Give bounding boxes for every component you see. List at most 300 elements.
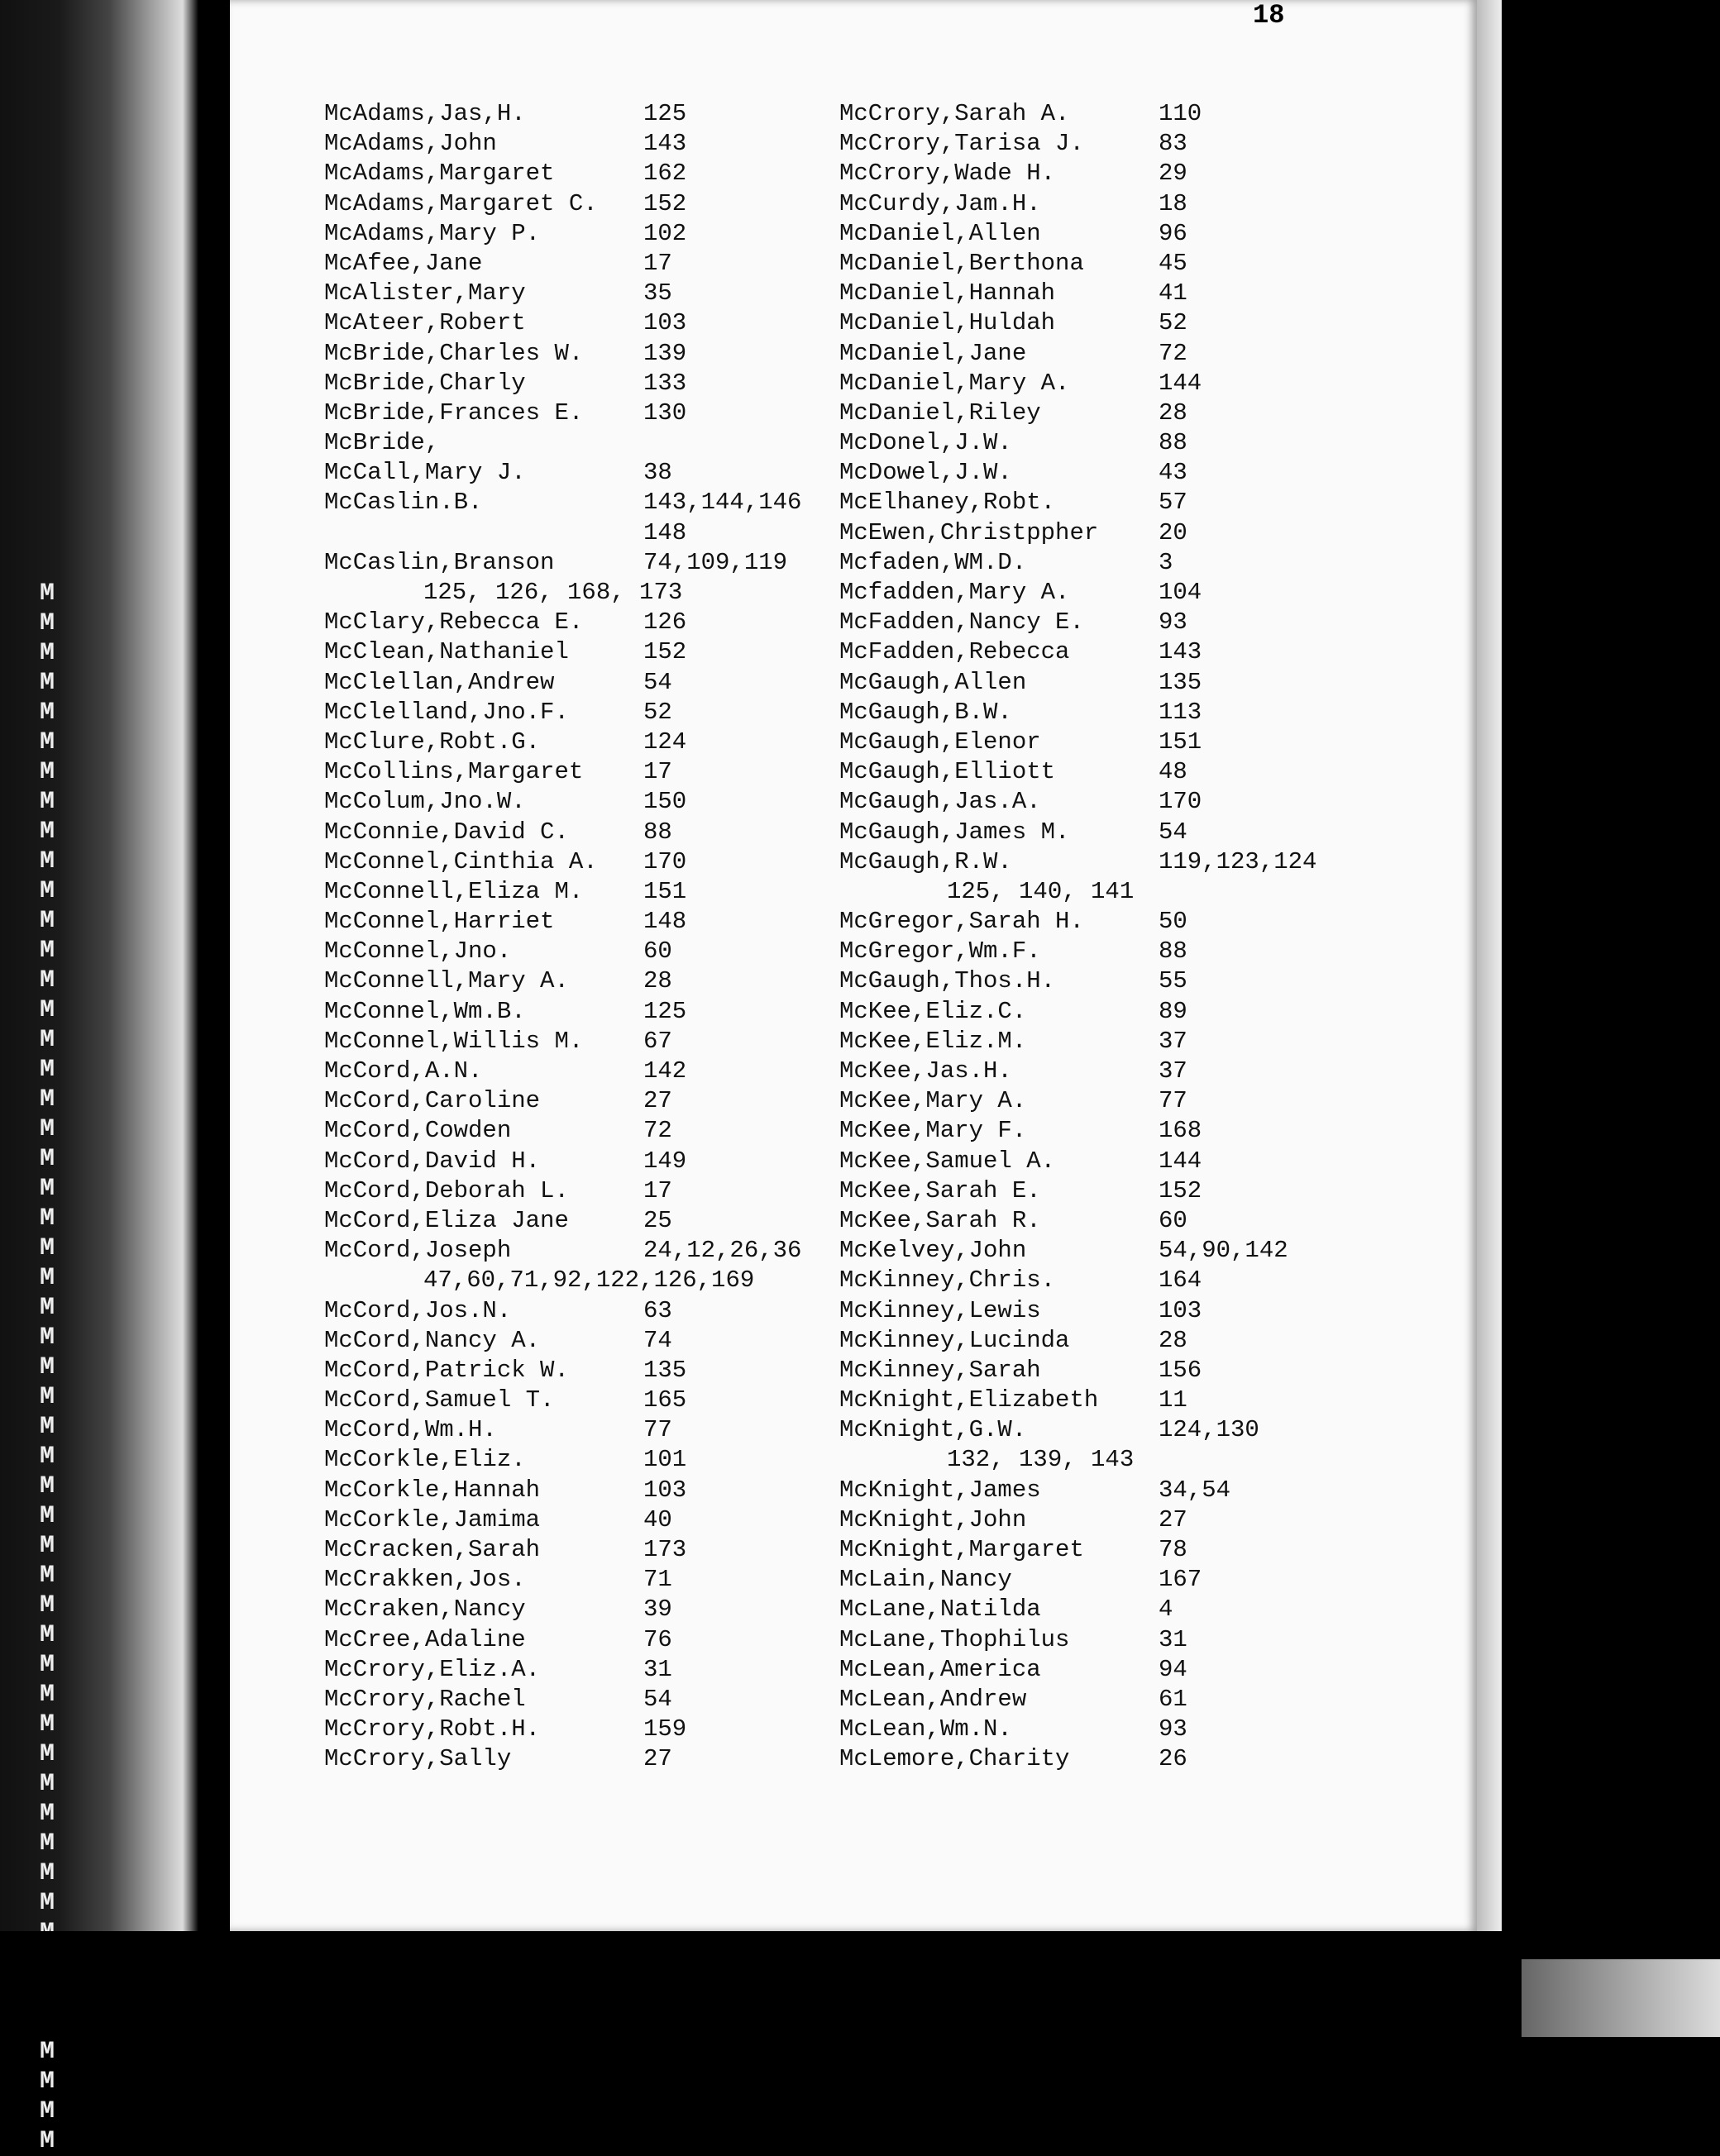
index-entry [839,1296,1410,1326]
index-entry-name: McDaniel,Jane [839,339,1027,367]
adjacent-page-letter: M [40,1829,55,1858]
index-entry-name: McLean,Wm.N. [839,1715,1012,1743]
index-entry [324,757,895,787]
index-entry [324,1476,895,1505]
index-entry-pages: 83 [1159,130,1187,158]
index-entry [324,458,895,488]
index-entry-name: McGaugh,B.W. [839,698,1012,726]
index-entry-name: McCree,Adaline [324,1625,526,1653]
index-entry-name: McDaniel,Riley [839,398,1041,427]
adjacent-page-letter: M [40,1026,55,1054]
index-entry-pages: 31 [1159,1625,1187,1653]
adjacent-page-letter: M [40,1056,55,1084]
adjacent-page-letter: M [40,1413,55,1441]
index-entry-pages: 52 [643,698,672,726]
index-entry-name: McClean,Nathaniel [324,638,569,666]
adjacent-page-letters [40,579,98,2156]
index-entry-pages: 135 [1159,668,1202,696]
index-entry-name: McConnel,Harriet [324,908,555,936]
index-entry-name: McConnell,Eliza M. [324,877,584,905]
index-entry-pages: 125 [643,997,687,1025]
index-entry [324,99,895,129]
index-entry [324,787,895,817]
index-entry [839,428,1410,458]
adjacent-page-letter: M [40,639,55,667]
index-entry-name: McCord,Nancy A. [324,1326,541,1354]
index-entry-pages: 152 [643,638,687,666]
index-entry [324,428,895,458]
page-corner-tab [1522,1959,1720,2037]
index-entry-name: McCrory,Rachel [324,1685,526,1713]
adjacent-page-letter: M [40,788,55,816]
index-entry-name: McGregor,Sarah H. [839,908,1084,936]
index-entry-name: McCord,Jos.N. [324,1296,512,1324]
index-entry-pages: 165 [643,1386,687,1414]
index-entry [839,1386,1410,1415]
adjacent-page-letter: M [40,1294,55,1322]
adjacent-page-letter: M [40,996,55,1024]
index-entry-name: McCord,Eliza Jane [324,1206,569,1234]
adjacent-page-letter: M [40,699,55,727]
index-entry [839,1356,1410,1386]
index-entry-pages: 52 [1159,309,1187,337]
index-entry-name: McGaugh,R.W. [839,847,1012,875]
index-entry-name: McDaniel,Huldah [839,309,1056,337]
index-entry-name: McBride, [324,429,440,457]
index-entry-pages: 60 [1159,1206,1187,1234]
index-entry-name: McGaugh,Jas.A. [839,788,1041,816]
index-entry [324,1445,895,1475]
index-entry [839,1715,1410,1744]
index-entry-name: McConnel,Jno. [324,937,512,966]
index-entry-pages: 170 [643,847,687,875]
index-entry [324,1027,895,1057]
index-entry-name: McLean,America [839,1655,1041,1683]
index-entry-name: McClelland,Jno.F. [324,698,569,726]
index-entry-pages: 18 [1159,189,1187,217]
index-entry-pages: 41 [1159,279,1187,308]
index-entry-name: McConnel,Cinthia A. [324,847,598,875]
index-entry [839,1535,1410,1565]
index-entry-pages: 74 [643,1326,672,1354]
index-entry-name: McColum,Jno.W. [324,788,526,816]
index-entry-name: McElhaney,Robt. [839,489,1056,517]
adjacent-page-edge [0,0,198,2155]
index-entry-pages: 45 [1159,249,1187,277]
index-entry-name: McKee,Eliz.C. [839,997,1027,1025]
adjacent-page-letter: M [40,1859,55,1887]
adjacent-page-letter: M [40,1651,55,1679]
index-entry-pages: 103 [643,309,687,337]
index-entry [839,997,1410,1027]
index-entry-name: McGaugh,Elliott [839,758,1056,786]
index-entry-name: McKee,Mary F. [839,1117,1027,1145]
adjacent-page-letter: M [40,847,55,875]
index-entry-name: McCrory,Wade H. [839,160,1056,188]
index-entry [839,458,1410,488]
index-entry-name: McAdams,Margaret [324,160,555,188]
scan-background [0,1931,1720,2037]
index-entry-pages: 93 [1159,1715,1187,1743]
index-entry-name: McDaniel,Allen [839,219,1041,247]
index-entry [324,877,895,907]
index-entry-pages: 94 [1159,1655,1187,1683]
index-entry-name: McKee,Jas.H. [839,1057,1012,1085]
index-entry-name: McGaugh,Allen [839,668,1027,696]
index-entry-name: McKee,Mary A. [839,1087,1027,1115]
index-entry [324,1236,895,1266]
index-entry-pages: 28 [1159,398,1187,427]
index-entry-pages: 27 [643,1087,672,1115]
index-entry-pages: 139 [643,339,687,367]
index-entry-pages: 61 [1159,1685,1187,1713]
index-entry-pages: 152 [643,189,687,217]
index-entry-pages: 34,54 [1159,1476,1231,1504]
index-entry-pages: 54 [643,1685,672,1713]
left-index-column [324,99,895,1775]
adjacent-page-letter: M [40,1770,55,1798]
index-entry-name: McKee,Sarah R. [839,1206,1041,1234]
index-entry-name: McCrory,Eliz.A. [324,1655,541,1683]
index-entry-pages: 125 [643,100,687,127]
index-entry [839,1206,1410,1236]
index-entry-pages: 54,90,142 [1159,1237,1288,1265]
adjacent-page-letter: M [40,2127,55,2155]
adjacent-page-letter: M [40,1562,55,1590]
index-entry-pages: 25 [643,1206,672,1234]
index-entry [839,1655,1410,1685]
adjacent-page-letter: M [40,1264,55,1292]
index-entry-pages: 74,109,119 [643,548,788,576]
index-entry [324,907,895,937]
index-entry [324,1715,895,1744]
adjacent-page-letter: M [40,1324,55,1352]
index-entry-name: McDaniel,Mary A. [839,369,1070,397]
index-entry-pages: 93 [1159,608,1187,637]
index-entry-pages: 11 [1159,1386,1187,1414]
index-entry [324,518,895,548]
index-entry [839,398,1410,428]
index-entry [324,219,895,249]
index-entry-pages: 89 [1159,997,1187,1025]
index-entry-name: McCollins,Margaret [324,758,584,786]
index-entry [324,1057,895,1086]
index-entry-name: McCord,Wm.H. [324,1416,497,1444]
adjacent-page-letter: M [40,2097,55,2125]
index-entry-name: Mcfaden,WM.D. [839,548,1027,576]
index-entry [324,398,895,428]
index-entry-name: McKnight,Margaret [839,1536,1084,1563]
index-entry-name: McLane,Natilda [839,1596,1041,1624]
index-entry [324,637,895,667]
index-entry-name: McCord,Patrick W. [324,1356,569,1384]
index-entry [324,369,895,398]
right-index-column [839,99,1410,1775]
index-entry [324,1086,895,1116]
index-entry-pages: 119,123,124 [1159,847,1317,875]
index-entry-pages: 126 [643,608,687,637]
index-entry-pages: 20 [1159,518,1187,546]
index-entry-continuation: 132, 139, 143 [947,1446,1135,1474]
index-entry [839,637,1410,667]
index-entry-name: McKnight,James [839,1476,1041,1504]
index-entry [324,129,895,159]
index-entry-pages: 54 [1159,818,1187,846]
index-entry-name: McCurdy,Jam.H. [839,189,1041,217]
index-entry [839,1266,1410,1295]
adjacent-page-letter: M [40,907,55,935]
index-entry [839,698,1410,727]
index-entry [839,907,1410,937]
index-entry-name: McAdams,Jas,H. [324,100,526,127]
index-entry-pages: 102 [643,219,687,247]
index-entry [324,308,895,338]
index-entry-pages: 103 [1159,1296,1202,1324]
index-entry-pages: 144 [1159,369,1202,397]
index-entry-name: McCord,David H. [324,1147,541,1175]
index-entry-name: McBride,Charly [324,369,526,397]
index-entry-pages: 57 [1159,489,1187,517]
index-entry [839,488,1410,518]
index-entry [324,1744,895,1774]
index-entry [324,548,895,578]
adjacent-page-letter: M [40,877,55,905]
index-entry [324,159,895,188]
index-entry-name: McKnight,John [839,1505,1027,1534]
index-entry-pages: 164 [1159,1266,1202,1295]
adjacent-page-letter: M [40,1085,55,1114]
index-entry-continuation: 125, 126, 168, 173 [423,579,683,606]
index-entry-pages: 60 [643,937,672,966]
index-entry [324,668,895,698]
index-entry [839,279,1410,308]
adjacent-page-letter: M [40,1740,55,1768]
index-entry-name: McKee,Eliz.M. [839,1027,1027,1055]
index-entry-name: McCrory,Sally [324,1745,512,1773]
index-entry-pages: 156 [1159,1356,1202,1384]
adjacent-page-letter: M [40,1383,55,1411]
index-entry-name: McClure,Robt.G. [324,727,541,756]
index-entry [839,1625,1410,1655]
index-entry-name: McCord,A.N. [324,1057,483,1085]
adjacent-page-letter: M [40,1591,55,1619]
index-entry-pages: 48 [1159,758,1187,786]
index-entry-name: McAteer,Robert [324,309,526,337]
index-entry-name: McConnell,Mary A. [324,967,569,995]
index-entry-name: McCrory,Tarisa J. [839,130,1084,158]
index-entry [839,308,1410,338]
index-entry [324,1505,895,1535]
index-entry-pages: 55 [1159,967,1187,995]
adjacent-page-letter: M [40,1800,55,1828]
index-entry-name: McFadden,Nancy E. [839,608,1084,637]
adjacent-page-letter: M [40,1621,55,1649]
adjacent-page-letter: M [40,728,55,756]
index-entry-pages: 88 [1159,937,1187,966]
index-entry-pages: 144 [1159,1147,1202,1175]
index-entry-pages: 142 [643,1057,687,1085]
index-entry-pages: 43 [1159,459,1187,487]
index-entry-name: McConnel,Wm.B. [324,997,526,1025]
adjacent-page-letter: M [40,818,55,846]
index-entry-pages: 168 [1159,1117,1202,1145]
adjacent-page-letter: M [40,2068,55,2096]
index-entry-name: McKinney,Lewis [839,1296,1041,1324]
index-entry [839,1595,1410,1624]
index-entry-name: McDonel,J.W. [839,429,1012,457]
index-entry-name: McBride,Frances E. [324,398,584,427]
index-entry-name: McLane,Thophilus [839,1625,1070,1653]
index-entry [839,608,1410,637]
index-entry-pages: 133 [643,369,687,397]
index-entry-pages: 130 [643,398,687,427]
index-entry-name: McDaniel,Berthona [839,249,1084,277]
index-entry-pages: 113 [1159,698,1202,726]
index-entry [839,1565,1410,1595]
index-entry-pages: 29 [1159,160,1187,188]
index-entry-name: McCorkle,Eliz. [324,1446,526,1474]
index-entry-name: McDowel,J.W. [839,459,1012,487]
page-number: 18 [1253,0,1285,31]
index-entry-pages: 96 [1159,219,1187,247]
index-entry [324,1625,895,1655]
index-entry-name: McKnight,Elizabeth [839,1386,1099,1414]
index-entry [324,1356,895,1386]
index-entry-pages: 167 [1159,1566,1202,1594]
index-entry-pages: 24,12,26,36 [643,1237,802,1265]
index-entry-name: McAdams,Mary P. [324,219,541,247]
index-entry [324,1147,895,1176]
index-entry-name: McConnel,Willis M. [324,1027,584,1055]
index-entry [839,787,1410,817]
index-entry-pages: 124 [643,727,687,756]
index-entry-pages: 78 [1159,1536,1187,1563]
index-entry [324,1116,895,1146]
adjacent-page-letter: M [40,1532,55,1560]
index-entry [839,369,1410,398]
index-entry-name: McKelvey,John [839,1237,1027,1265]
index-entry-pages: 101 [643,1446,687,1474]
index-entry-pages: 63 [643,1296,672,1324]
index-entry-pages: 39 [643,1596,672,1624]
index-entry-pages: 151 [1159,727,1202,756]
index-entry-name: McCord,Joseph [324,1237,512,1265]
adjacent-page-letter: M [40,1234,55,1262]
index-entry [324,279,895,308]
index-entry-name: McGaugh,Elenor [839,727,1041,756]
index-entry-pages: 162 [643,160,687,188]
index-entry [839,1057,1410,1086]
index-entry-pages: 26 [1159,1745,1187,1773]
index-entry [324,608,895,637]
index-entry-pages: 104 [1159,579,1202,606]
adjacent-page-letter: M [40,1204,55,1233]
index-entry-pages: 28 [1159,1326,1187,1354]
index-entry-name: McKinney,Lucinda [839,1326,1070,1354]
index-entry [839,818,1410,847]
adjacent-page-letter: M [40,1443,55,1471]
index-entry-pages: 170 [1159,788,1202,816]
index-entry-pages: 31 [643,1655,672,1683]
index-entry-pages: 72 [1159,339,1187,367]
index-entry-pages: 54 [643,668,672,696]
index-entry-name: McKinney,Sarah [839,1356,1041,1384]
index-entry [839,1176,1410,1206]
index-entry-name: McCrory,Robt.H. [324,1715,541,1743]
adjacent-page-letter: M [40,609,55,637]
adjacent-page-letter: M [40,1681,55,1709]
index-entry [324,966,895,996]
index-entry-name: McCrakken,Jos. [324,1566,526,1594]
index-entry [324,997,895,1027]
index-entry [324,1206,895,1236]
page-right-edge [1477,0,1502,1931]
index-entry [324,1685,895,1715]
index-entry [324,1535,895,1565]
index-entry-name: McCraken,Nancy [324,1596,526,1624]
index-entry [324,249,895,279]
index-entry-name: McEwen,Christppher [839,518,1099,546]
index-entry-name: McCord,Deborah L. [324,1176,569,1204]
index-entry-pages: 88 [643,818,672,846]
index-entry-name: McCorkle,Hannah [324,1476,541,1504]
index-entry-pages: 103 [643,1476,687,1504]
index-entry-name: McCorkle,Jamima [324,1505,541,1534]
index-entry [839,219,1410,249]
index-entry-name: McCord,Samuel T. [324,1386,555,1414]
index-entry [324,488,895,518]
adjacent-page-letter: M [40,758,55,786]
adjacent-page-letter: M [40,1889,55,1917]
index-entry-name: McCaslin,Branson [324,548,555,576]
index-entry-pages: 17 [643,249,672,277]
adjacent-page-letter: M [40,1115,55,1143]
index-entry-pages: 143 [1159,638,1202,666]
index-entry [324,698,895,727]
index-entry-pages: 71 [643,1566,672,1594]
index-entry-name: McCaslin.B. [324,489,483,517]
index-entry-pages: 148 [643,518,687,546]
index-entry [839,1415,1410,1445]
index-entry-name: McAlister,Mary [324,279,526,308]
index-entry-name: McDaniel,Hannah [839,279,1056,308]
index-entry [839,189,1410,219]
index-entry-pages: 143 [643,130,687,158]
index-entry-pages: 148 [643,908,687,936]
index-entry [839,99,1410,129]
index-entry [324,1565,895,1595]
index-entry [324,1176,895,1206]
index-entry [839,1027,1410,1057]
index-entry [839,339,1410,369]
index-entry-name: McFadden,Rebecca [839,638,1070,666]
index-entry [324,189,895,219]
index-entry-name: McCord,Cowden [324,1117,512,1145]
adjacent-page-letter: M [40,1710,55,1739]
index-entry-pages: 152 [1159,1176,1202,1204]
adjacent-page-letter: M [40,580,55,608]
index-entry [839,727,1410,757]
index-entry [839,129,1410,159]
index-entry-pages: 67 [643,1027,672,1055]
index-entry [839,1326,1410,1356]
index-entry-continuation: 47,60,71,92,122,126,169 [423,1266,755,1295]
adjacent-page-letter: M [40,669,55,697]
index-entry [839,249,1410,279]
index-entry [839,847,1410,877]
index-entry [839,578,1410,608]
index-entry [324,339,895,369]
